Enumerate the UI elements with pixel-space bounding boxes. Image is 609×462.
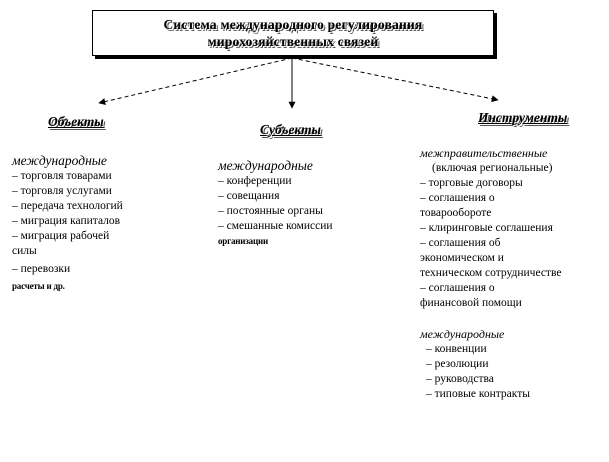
objects-lead: международные bbox=[12, 153, 107, 168]
objects-item: – торговля товарами bbox=[12, 170, 112, 182]
subjects-item: – смешанные комиссии bbox=[218, 220, 333, 232]
instruments-item-continued: финансовой помощи bbox=[420, 297, 522, 309]
instruments-item-continued: товарообороте bbox=[420, 207, 492, 219]
instruments-column bbox=[420, 146, 605, 402]
system-title-box bbox=[92, 10, 494, 56]
instruments-intl-item: – резолюции bbox=[426, 358, 489, 370]
arrow-to-instruments bbox=[292, 58, 498, 100]
subjects-column bbox=[218, 157, 378, 249]
instruments-item-continued: техническом сотрудничестве bbox=[420, 267, 562, 279]
instruments-heading: Инструменты bbox=[478, 110, 568, 125]
instruments-intl-item: – руководства bbox=[426, 373, 494, 385]
subjects-item: – постоянные органы bbox=[218, 205, 323, 217]
instruments-item: – соглашения об bbox=[420, 237, 501, 249]
objects-heading: Объекты bbox=[48, 114, 104, 129]
instruments-item: – соглашения о bbox=[420, 192, 495, 204]
objects-column bbox=[12, 152, 162, 294]
arrow-to-objects bbox=[99, 58, 292, 103]
instruments-intl-item: – конвенции bbox=[426, 343, 487, 355]
instruments-item: – соглашения о bbox=[420, 282, 495, 294]
instruments-lead-intergov: межправительственные bbox=[420, 146, 548, 160]
system-title-line1: Система международного регулирования bbox=[163, 17, 423, 32]
instruments-item-continued: экономическом и bbox=[420, 252, 504, 264]
instruments-item: – торговые договоры bbox=[420, 177, 523, 189]
objects-item: – торговля услугами bbox=[12, 185, 112, 197]
subjects-item: – совещания bbox=[218, 190, 280, 202]
subjects-heading: Субъекты bbox=[260, 122, 322, 137]
instruments-lead-intl: международные bbox=[420, 327, 505, 341]
objects-item: – передача технологий bbox=[12, 200, 123, 212]
instruments-item: – клиринговые соглашения bbox=[420, 222, 553, 234]
objects-tail: расчеты и др. bbox=[12, 281, 65, 291]
instruments-lead-intergov-sub: (включая региональные) bbox=[432, 162, 553, 174]
objects-item: – миграция рабочей bbox=[12, 230, 110, 242]
objects-item: – миграция капиталов bbox=[12, 215, 121, 227]
system-title-line2: мирохозяйственных связей bbox=[207, 34, 379, 49]
objects-item-continued: силы bbox=[12, 245, 37, 257]
instruments-intl-item: – типовые контракты bbox=[426, 388, 530, 400]
objects-item: – перевозки bbox=[12, 263, 71, 275]
subjects-lead: международные bbox=[218, 158, 313, 173]
subjects-tail: организации bbox=[218, 236, 268, 246]
subjects-item: – конференции bbox=[218, 175, 292, 187]
